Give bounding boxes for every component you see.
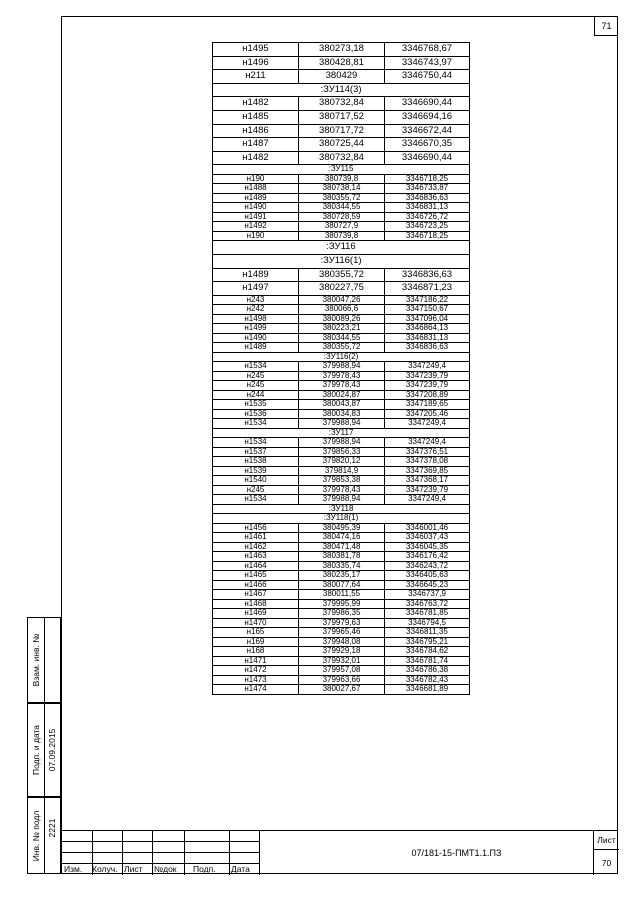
section-label: :ЗУ115 [213, 165, 470, 175]
y-coordinate: 3346871,23 [385, 282, 470, 296]
y-coordinate: 3346243,72 [385, 561, 470, 571]
x-coordinate: 379948,08 [299, 637, 385, 647]
point-name: н1492 [213, 222, 299, 232]
y-coordinate: 3346737,9 [385, 590, 470, 600]
x-coordinate: 379856,33 [299, 447, 385, 457]
point-name: н1472 [213, 666, 299, 676]
table-row [213, 675, 470, 685]
table-row [213, 599, 470, 609]
point-name: н245 [213, 371, 299, 381]
section-header-row [213, 514, 470, 524]
x-coordinate: 380474,16 [299, 533, 385, 543]
x-coordinate: 379814,9 [299, 466, 385, 476]
table-row [213, 151, 470, 165]
y-coordinate: 3346694,16 [385, 110, 470, 124]
side-block-vzam [27, 617, 61, 703]
point-name: н1468 [213, 599, 299, 609]
table-row [213, 282, 470, 296]
x-coordinate: 380732,84 [299, 97, 385, 111]
point-name: н190 [213, 231, 299, 241]
table-row [213, 184, 470, 194]
section-label: :ЗУ118 [213, 504, 470, 514]
x-coordinate: 380428,81 [299, 56, 385, 70]
x-coordinate: 380355,72 [299, 268, 385, 282]
section-label: :ЗУ116(1) [213, 254, 470, 268]
y-coordinate: 3347368,17 [385, 476, 470, 486]
y-coordinate: 3347239,79 [385, 371, 470, 381]
table-row [213, 618, 470, 628]
x-coordinate: 380495,39 [299, 523, 385, 533]
point-name: н1490 [213, 203, 299, 213]
y-coordinate: 3347096,04 [385, 314, 470, 324]
x-coordinate: 379988,94 [299, 438, 385, 448]
table-row [213, 70, 470, 84]
y-coordinate: 3347208,89 [385, 390, 470, 400]
x-coordinate: 380027,67 [299, 685, 385, 695]
izm-label: Изм. [64, 864, 83, 874]
podp-label: Подп. и дата [31, 724, 41, 776]
table-row [213, 637, 470, 647]
point-name: н1471 [213, 656, 299, 666]
x-coordinate: 380355,72 [299, 343, 385, 353]
point-name: н1467 [213, 590, 299, 600]
y-coordinate: 3347239,79 [385, 485, 470, 495]
point-name: н243 [213, 295, 299, 305]
point-name: н1499 [213, 324, 299, 334]
x-coordinate: 380089,26 [299, 314, 385, 324]
point-name: н1489 [213, 193, 299, 203]
table-row [213, 295, 470, 305]
table-row [213, 138, 470, 152]
point-name: н1482 [213, 151, 299, 165]
point-name: н1534 [213, 419, 299, 429]
y-coordinate: 3346176,42 [385, 552, 470, 562]
side-label-col [28, 704, 45, 796]
section-header-row [213, 241, 470, 255]
point-name: н1497 [213, 282, 299, 296]
point-name: н1486 [213, 124, 299, 138]
table-row [213, 647, 470, 657]
x-coordinate: 379995,99 [299, 599, 385, 609]
point-name: н1537 [213, 447, 299, 457]
y-coordinate: 3346690,44 [385, 97, 470, 111]
sheet-label: Лист [597, 835, 616, 845]
x-coordinate: 380717,52 [299, 110, 385, 124]
title-block-grid [61, 831, 259, 875]
x-coordinate: 380717,72 [299, 124, 385, 138]
x-coordinate: 380273,18 [299, 43, 385, 57]
table-row [213, 371, 470, 381]
x-coordinate: 380344,55 [299, 203, 385, 213]
table-row [213, 580, 470, 590]
y-coordinate: 3347150,67 [385, 305, 470, 315]
x-coordinate: 379963,66 [299, 675, 385, 685]
point-name: н1456 [213, 523, 299, 533]
sheet-box [593, 831, 618, 875]
x-coordinate: 379988,94 [299, 362, 385, 372]
table-row [213, 685, 470, 695]
table-row [213, 561, 470, 571]
y-coordinate: 3346763,72 [385, 599, 470, 609]
point-name: н1487 [213, 138, 299, 152]
point-name: н1473 [213, 675, 299, 685]
x-coordinate: 380738,14 [299, 184, 385, 194]
section-label: :ЗУ116(2) [213, 352, 470, 362]
y-coordinate: 3346836,63 [385, 268, 470, 282]
x-coordinate: 380034,83 [299, 409, 385, 419]
point-name: н1490 [213, 333, 299, 343]
point-name: н165 [213, 628, 299, 638]
x-coordinate: 380732,84 [299, 151, 385, 165]
table-row [213, 314, 470, 324]
koluch-label: Колуч. [92, 864, 118, 874]
point-name: н245 [213, 485, 299, 495]
x-coordinate: 380344,55 [299, 333, 385, 343]
section-header-row [213, 254, 470, 268]
point-name: н190 [213, 174, 299, 184]
point-name: н1496 [213, 56, 299, 70]
point-name: н169 [213, 637, 299, 647]
y-coordinate: 3347205,46 [385, 409, 470, 419]
x-coordinate: 380335,74 [299, 561, 385, 571]
point-name: н1470 [213, 618, 299, 628]
x-coordinate: 379978,43 [299, 371, 385, 381]
y-coordinate: 3346786,38 [385, 666, 470, 676]
side-block-inv [27, 797, 61, 874]
y-coordinate: 3346718,25 [385, 231, 470, 241]
point-name: н1535 [213, 400, 299, 410]
x-coordinate: 380381,78 [299, 552, 385, 562]
table-row [213, 324, 470, 334]
podp-value: 07.09.2015 [47, 728, 57, 772]
section-label: :ЗУ117 [213, 428, 470, 438]
point-name: н1489 [213, 343, 299, 353]
table-row [213, 268, 470, 282]
table-row [213, 193, 470, 203]
x-coordinate: 380725,44 [299, 138, 385, 152]
table-row [213, 533, 470, 543]
y-coordinate: 3347239,79 [385, 381, 470, 391]
y-coordinate: 3347376,51 [385, 447, 470, 457]
x-coordinate: 379988,94 [299, 419, 385, 429]
x-coordinate: 380235,17 [299, 571, 385, 581]
x-coordinate: 380727,9 [299, 222, 385, 232]
x-coordinate: 380739,8 [299, 174, 385, 184]
podp-col-label: Подп. [193, 864, 216, 874]
y-coordinate: 3346795,21 [385, 637, 470, 647]
title-block [61, 830, 618, 874]
table-row [213, 666, 470, 676]
section-header-row [213, 428, 470, 438]
document-code: 07/181-15-ПМТ1.1.ПЗ [259, 831, 640, 875]
x-coordinate: 379965,46 [299, 628, 385, 638]
point-name: н1465 [213, 571, 299, 581]
x-coordinate: 379979,63 [299, 618, 385, 628]
x-coordinate: 380471,48 [299, 542, 385, 552]
x-coordinate: 380227,75 [299, 282, 385, 296]
vzam-label: Взам. инв. № [31, 633, 41, 687]
y-coordinate: 3346831,13 [385, 203, 470, 213]
y-coordinate: 3346718,25 [385, 174, 470, 184]
table-row [213, 231, 470, 241]
point-name: н1488 [213, 184, 299, 194]
x-coordinate: 380066,6 [299, 305, 385, 315]
x-coordinate: 379929,18 [299, 647, 385, 657]
point-name: н1485 [213, 110, 299, 124]
y-coordinate: 3346768,67 [385, 43, 470, 57]
sheet-number: 70 [594, 849, 619, 875]
point-name: н244 [213, 390, 299, 400]
ndok-label: №док [154, 864, 177, 874]
point-name: н1463 [213, 552, 299, 562]
y-coordinate: 3347249,4 [385, 419, 470, 429]
y-coordinate: 3346836,63 [385, 193, 470, 203]
table-row [213, 110, 470, 124]
table-row [213, 609, 470, 619]
y-coordinate: 3346670,35 [385, 138, 470, 152]
x-coordinate: 380077,64 [299, 580, 385, 590]
table-row [213, 571, 470, 581]
point-name: н1461 [213, 533, 299, 543]
point-name: н1491 [213, 212, 299, 222]
table-row [213, 523, 470, 533]
x-coordinate: 379978,43 [299, 381, 385, 391]
inv-label: Инв. № подл [31, 810, 41, 861]
point-name: н1462 [213, 542, 299, 552]
y-coordinate: 3346045,35 [385, 542, 470, 552]
x-coordinate: 380011,55 [299, 590, 385, 600]
table-row [213, 476, 470, 486]
table-row [213, 222, 470, 232]
point-name: н1464 [213, 561, 299, 571]
table-row [213, 542, 470, 552]
section-header-row [213, 504, 470, 514]
x-coordinate: 379978,43 [299, 485, 385, 495]
point-name: н1540 [213, 476, 299, 486]
x-coordinate: 379988,94 [299, 495, 385, 505]
x-coordinate: 380739,8 [299, 231, 385, 241]
section-header-row [213, 352, 470, 362]
point-name: н1534 [213, 495, 299, 505]
point-name: н1536 [213, 409, 299, 419]
y-coordinate: 3346782,43 [385, 675, 470, 685]
y-coordinate: 3346743,97 [385, 56, 470, 70]
point-name: н211 [213, 70, 299, 84]
x-coordinate: 379986,35 [299, 609, 385, 619]
y-coordinate: 3346811,35 [385, 628, 470, 638]
table-row [213, 343, 470, 353]
table-row [213, 409, 470, 419]
y-coordinate: 3347378,08 [385, 457, 470, 467]
table-row [213, 390, 470, 400]
table-row [213, 56, 470, 70]
x-coordinate: 380024,87 [299, 390, 385, 400]
table-row [213, 43, 470, 57]
list-label: Лист [124, 864, 143, 874]
data-label: Дата [231, 864, 250, 874]
table-row [213, 97, 470, 111]
section-label: :ЗУ114(3) [213, 83, 470, 97]
section-header-row [213, 83, 470, 97]
point-name: н1534 [213, 438, 299, 448]
point-name: н1498 [213, 314, 299, 324]
y-coordinate: 3346864,13 [385, 324, 470, 334]
table-row [213, 457, 470, 467]
table-row [213, 419, 470, 429]
table-row [213, 495, 470, 505]
table-row [213, 400, 470, 410]
x-coordinate: 379957,08 [299, 666, 385, 676]
y-coordinate: 3346681,89 [385, 685, 470, 695]
point-name: н1538 [213, 457, 299, 467]
side-label-col [28, 618, 45, 702]
section-header-row [213, 165, 470, 175]
table-row [213, 485, 470, 495]
table-row [213, 124, 470, 138]
point-name: н1482 [213, 97, 299, 111]
point-name: н1539 [213, 466, 299, 476]
y-coordinate: 3346831,13 [385, 333, 470, 343]
point-name: н1469 [213, 609, 299, 619]
table-row [213, 305, 470, 315]
top-page-number: 71 [594, 16, 618, 36]
table-row [213, 362, 470, 372]
y-coordinate: 3346723,25 [385, 222, 470, 232]
x-coordinate: 379932,01 [299, 656, 385, 666]
side-label-col [28, 798, 45, 873]
point-name: н1489 [213, 268, 299, 282]
y-coordinate: 3346750,44 [385, 70, 470, 84]
section-label: :ЗУ118(1) [213, 514, 470, 524]
table-row [213, 628, 470, 638]
point-name: н245 [213, 381, 299, 391]
point-name: н168 [213, 647, 299, 657]
table-row [213, 203, 470, 213]
point-name: н1466 [213, 580, 299, 590]
inv-value: 2221 [47, 818, 57, 838]
y-coordinate: 3346781,85 [385, 609, 470, 619]
point-name: н1495 [213, 43, 299, 57]
y-coordinate: 3346733,87 [385, 184, 470, 194]
y-coordinate: 3346836,63 [385, 343, 470, 353]
y-coordinate: 3347186,22 [385, 295, 470, 305]
y-coordinate: 3347369,85 [385, 466, 470, 476]
y-coordinate: 3346672,44 [385, 124, 470, 138]
x-coordinate: 380223,21 [299, 324, 385, 334]
y-coordinate: 3346781,74 [385, 656, 470, 666]
y-coordinate: 3346726,72 [385, 212, 470, 222]
y-coordinate: 3346001,46 [385, 523, 470, 533]
y-coordinate: 3347189,65 [385, 400, 470, 410]
x-coordinate: 380355,72 [299, 193, 385, 203]
y-coordinate: 3346794,5 [385, 618, 470, 628]
point-name: н1534 [213, 362, 299, 372]
table-row [213, 212, 470, 222]
y-coordinate: 3346784,62 [385, 647, 470, 657]
table-row [213, 438, 470, 448]
x-coordinate: 379820,12 [299, 457, 385, 467]
y-coordinate: 3347249,4 [385, 438, 470, 448]
side-block-podp [27, 703, 61, 797]
y-coordinate: 3347249,4 [385, 495, 470, 505]
y-coordinate: 3346405,63 [385, 571, 470, 581]
x-coordinate: 380429 [299, 70, 385, 84]
point-name: н1474 [213, 685, 299, 695]
y-coordinate: 3346690,44 [385, 151, 470, 165]
x-coordinate: 380047,26 [299, 295, 385, 305]
x-coordinate: 379853,38 [299, 476, 385, 486]
table-row [213, 333, 470, 343]
coordinates-body [213, 43, 470, 695]
table-row [213, 447, 470, 457]
y-coordinate: 3346037,43 [385, 533, 470, 543]
point-name: н242 [213, 305, 299, 315]
table-row [213, 656, 470, 666]
y-coordinate: 3346645,23 [385, 580, 470, 590]
coordinates-table [212, 42, 470, 695]
table-row [213, 381, 470, 391]
table-row [213, 174, 470, 184]
x-coordinate: 380043,87 [299, 400, 385, 410]
table-row [213, 552, 470, 562]
section-label: :ЗУ116 [213, 241, 470, 255]
table-row [213, 590, 470, 600]
table-row [213, 466, 470, 476]
y-coordinate: 3347249,4 [385, 362, 470, 372]
x-coordinate: 380728,59 [299, 212, 385, 222]
